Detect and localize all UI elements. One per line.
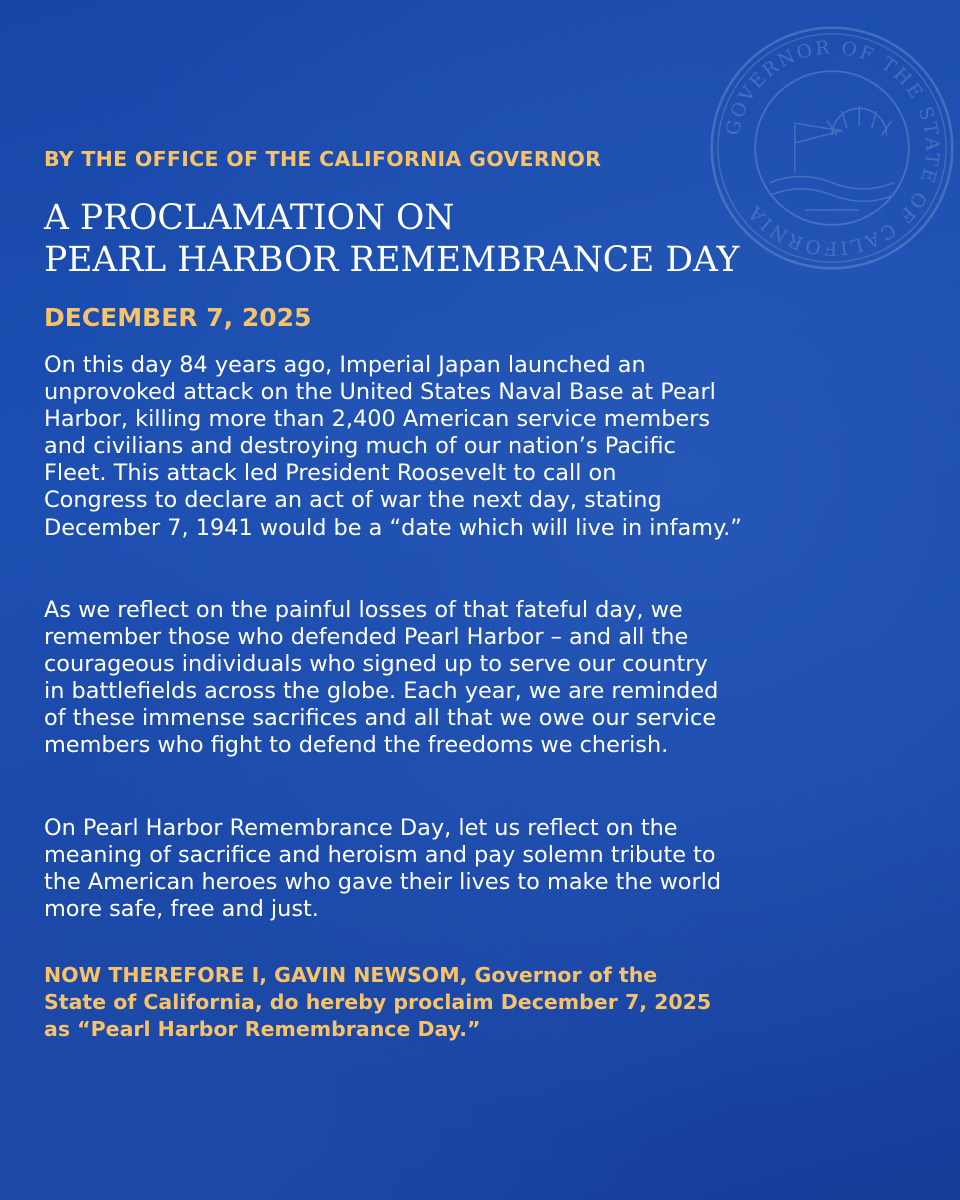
title-line: A PROCLAMATION ON xyxy=(44,198,455,238)
paragraph-line: remember those who defended Pearl Harbor – and all the xyxy=(44,624,689,651)
paragraph-line: courageous individuals who signed up to serve our country xyxy=(44,651,708,678)
page-title xyxy=(44,197,739,281)
body-paragraph xyxy=(44,352,742,542)
proclamation-line: NOW THEREFORE I, GAVIN NEWSOM, Governor of the xyxy=(44,963,658,987)
paragraph-line: unprovoked attack on the United States Naval Base at Pearl xyxy=(44,379,716,406)
body-paragraph xyxy=(44,815,721,923)
body-paragraph xyxy=(44,597,718,760)
proclamation-line: as “Pearl Harbor Remembrance Day.” xyxy=(44,1017,481,1041)
office-heading: BY THE OFFICE OF THE CALIFORNIA GOVERNOR xyxy=(44,147,602,171)
california-governor-seal-icon xyxy=(708,24,956,272)
paragraph-line: and civilians and destroying much of our nation’s Pacific xyxy=(44,433,676,460)
paragraph-line: December 7, 1941 would be a “date which will live in infamy.” xyxy=(44,514,742,541)
paragraph-line: On Pearl Harbor Remembrance Day, let us reflect on the xyxy=(44,815,678,841)
paragraph-line: the American heroes who gave their lives to make the world xyxy=(44,869,722,896)
paragraph-line: meaning of sacrifice and heroism and pay solemn tribute to xyxy=(44,842,716,869)
svg-text:GOVERNOR OF THE STATE OF CALIF: GOVERNOR OF THE STATE OF CALIFORNIA xyxy=(722,37,943,259)
paragraph-line: in battlefields across the globe. Each year, we are reminded xyxy=(44,678,719,705)
paragraph-line: of these immense sacrifices and all that we owe our service xyxy=(44,705,717,732)
paragraph-line: As we reflect on the painful losses of that fateful day, we xyxy=(44,597,683,623)
paragraph-line: On this day 84 years ago, Imperial Japan launched an xyxy=(44,352,646,378)
paragraph-line: members who fight to defend the freedoms we cherish. xyxy=(44,732,669,759)
paragraph-line: Fleet. This attack led President Roosevelt to call on xyxy=(44,460,617,487)
title-line: PEARL HARBOR REMEMBRANCE DAY xyxy=(44,240,740,280)
proclamation-statement xyxy=(44,962,711,1043)
paragraph-line: Congress to declare an act of war the next day, stating xyxy=(44,487,662,514)
proclamation-date: DECEMBER 7, 2025 xyxy=(44,303,312,332)
proclamation-line: State of California, do hereby proclaim December 7, 2025 xyxy=(44,990,712,1014)
paragraph-line: Harbor, killing more than 2,400 American service members xyxy=(44,406,711,433)
paragraph-line: more safe, free and just. xyxy=(44,896,319,923)
